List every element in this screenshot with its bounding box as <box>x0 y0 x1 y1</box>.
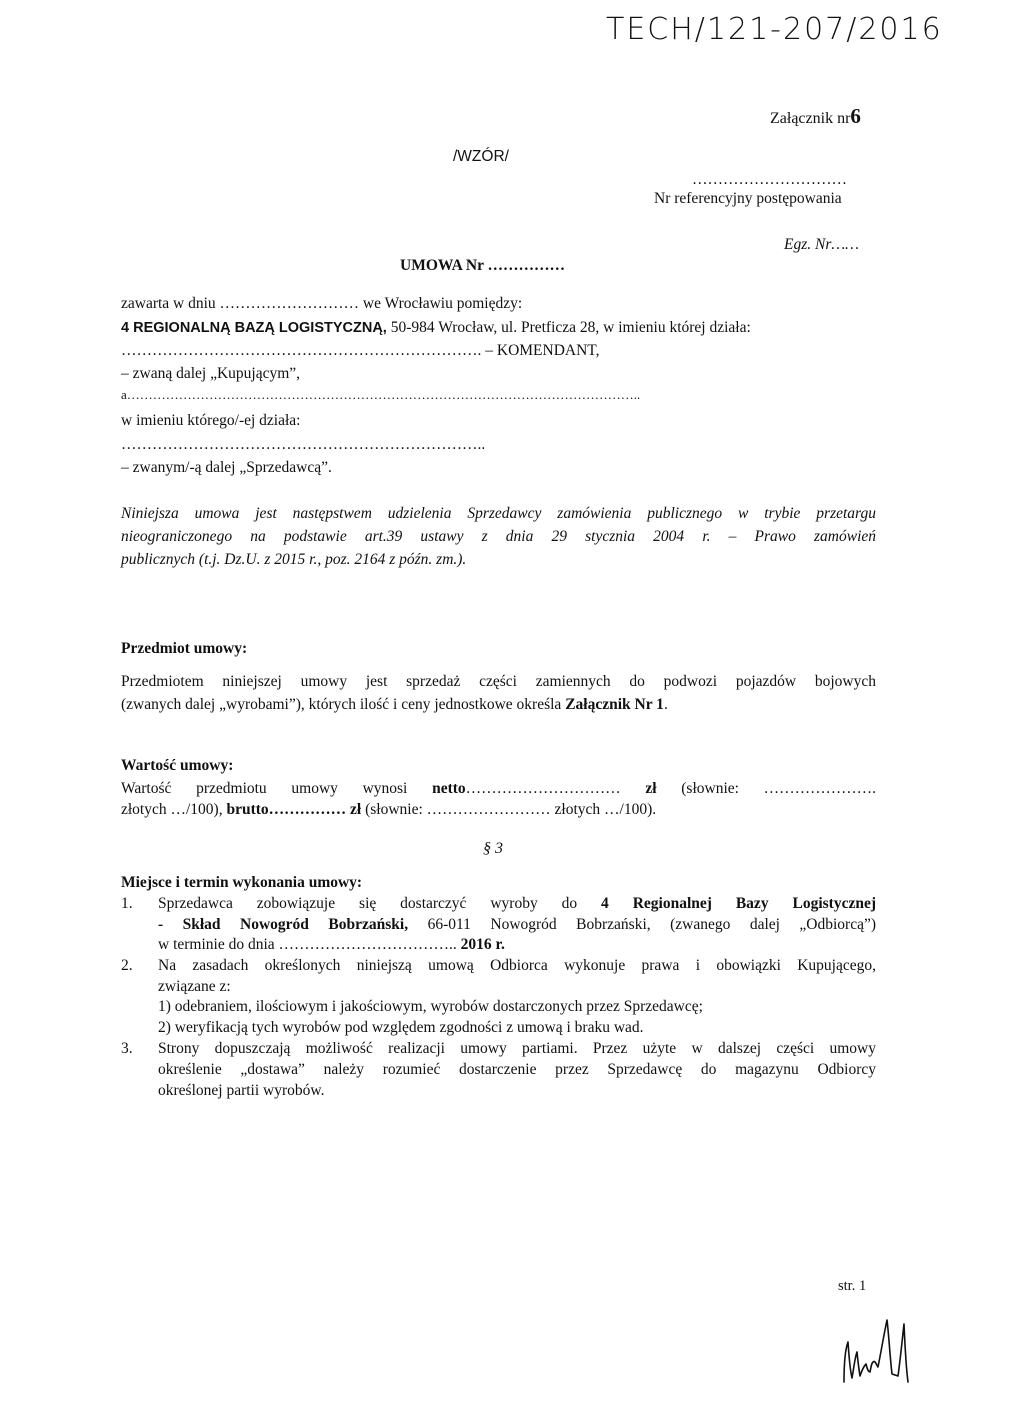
commander-line: ……………………………………………………………. – KOMENDANT, <box>121 342 600 359</box>
reference-number-label: Nr referencyjny postępowania <box>654 190 842 207</box>
item-2-line-1: Na zasadach określonych niniejszą umową Odbiorca wykonuje prawa i obowiązki Kupującego, <box>158 957 876 974</box>
preamble-line-3: publicznych (t.j. Dz.U. z 2015 r., poz. 2164 z późn. zm.). <box>121 551 467 568</box>
item-number-1: 1. <box>121 895 133 912</box>
copy-number: Egz. Nr…… <box>784 236 859 253</box>
item-1-line-2: - Skład Nowogród Bobrzański, 66-011 Nowogród Bobrzański, (zwanego dalej „Odbiorcą”) <box>158 916 877 933</box>
item-2-subitem-2: 2) weryfikacją tych wyrobów pod względem zgodności z umową i braku wad. <box>158 1019 644 1036</box>
subject-heading: Przedmiot umowy: <box>121 640 248 657</box>
value-line-2: złotych …/100), brutto…………… zł (słownie: …………………… złotych …/100). <box>121 801 657 818</box>
item-3-line-3: określonej partii wyrobów. <box>158 1082 325 1099</box>
value-heading: Wartość umowy: <box>121 757 234 774</box>
item-2-line-2: związane z: <box>158 978 231 995</box>
wzor-label: /WZÓR/ <box>453 148 509 165</box>
subject-line-1: Przedmiotem niniejszej umowy jest sprzedaż części zamiennych do podwozi pojazdów bojowych <box>121 673 876 690</box>
page-number: str. 1 <box>838 1278 867 1294</box>
item-1-line-3: w terminie do dnia …………………………….. 2016 r. <box>158 936 505 953</box>
annex-label: Załącznik nr6 <box>770 104 861 128</box>
seller-line: a……………………………………………………………………………………………………….. <box>121 387 641 402</box>
subject-line-2: (zwanych dalej „wyrobami”), których ilość i ceny jednostkowe określa Załącznik Nr 1. <box>121 696 668 713</box>
signature-image <box>840 1312 910 1387</box>
preamble-line-2: nieograniczonego na podstawie art.39 ustawy z dnia 29 stycznia 2004 r. – Prawo zamówień <box>121 528 876 545</box>
representative-dots: …………………………………………………………….. <box>121 436 486 453</box>
contract-number: UMOWA Nr …………… <box>400 257 566 274</box>
value-line-1: Wartość przedmiotu umowy wynosi netto………………………… zł (słownie: …………………. <box>121 780 877 797</box>
item-number-2: 2. <box>121 957 133 974</box>
seller-alias-line: – zwanym/-ą dalej „Sprzedawcą”. <box>121 459 332 476</box>
item-number-3: 3. <box>121 1040 133 1057</box>
contract-date-line: zawarta w dniu ……………………… we Wrocławiu pomiędzy: <box>121 295 523 312</box>
buyer-alias-line: – zwaną dalej „Kupującym”, <box>121 365 301 382</box>
delivery-heading: Miejsce i termin wykonania umowy: <box>121 874 363 891</box>
item-3-line-1: Strony dopuszczają możliwość realizacji umowy partiami. Przez użyte w dalszej części umowy <box>158 1040 876 1057</box>
reference-dots: ………………………… <box>692 171 847 188</box>
seller-representative-line: w imieniu którego/-ej działa: <box>121 412 301 429</box>
item-3-line-2: określenie „dostawa” należy rozumieć dostarczenie przez Sprzedawcę do magazynu Odbiorcy <box>158 1061 876 1078</box>
item-1-line-1: Sprzedawca zobowiązuje się dostarczyć wyroby do 4 Regionalnej Bazy Logistycznej <box>158 895 876 912</box>
preamble-line-1: Niniejsza umowa jest następstwem udzielenia Sprzedawcy zamówienia publicznego w trybie przetargu <box>121 505 876 522</box>
buyer-line: 4 REGIONALNĄ BAZĄ LOGISTYCZNĄ, 50-984 Wrocław, ul. Pretficza 28, w imieniu której działa: <box>121 319 751 336</box>
section-sign: § 3 <box>483 840 503 857</box>
item-2-subitem-1: 1) odebraniem, ilościowym i jakościowym, wyrobów dostarczonych przez Sprzedawcę; <box>158 998 703 1015</box>
handwritten-reference: TECH/121-207/2016 <box>606 12 943 47</box>
